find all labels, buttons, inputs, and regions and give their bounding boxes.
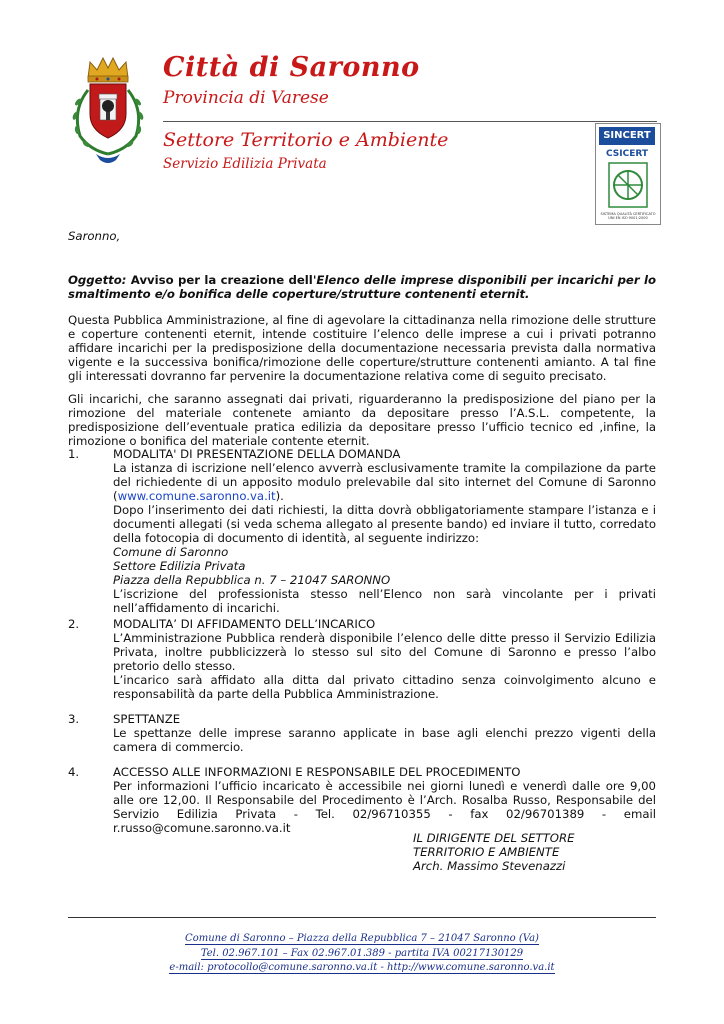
cert-small-text: SISTEMA QUALITÀ CERTIFICATO UNI EN ISO 9001:2000 <box>600 212 656 220</box>
certification-mark-icon <box>608 162 648 208</box>
footer-line-3 <box>68 962 656 973</box>
address-line-3: Piazza della Repubblica n. 7 – 21047 SARONNO <box>113 573 391 587</box>
subject-text-b: Elenco delle imprese disponibili per incarichi per lo smaltimento e/o bonifica delle coperture/strutture contenenti eternit. <box>68 273 656 301</box>
subject-text-a: Avviso per la creazione dell' <box>126 273 317 287</box>
city-title: Città di Saronno <box>163 52 420 83</box>
letter-place: Saronno, <box>68 229 121 243</box>
address-line-2: Settore Edilizia Privata <box>113 559 246 573</box>
signature-line-1: IL DIRIGENTE DEL SETTORE <box>413 831 575 845</box>
footer-line-2 <box>68 948 656 959</box>
list-item-4 <box>68 765 656 835</box>
cert-top-label: SINCERT <box>599 127 655 145</box>
service-title: Servizio Edilizia Privata <box>163 156 327 172</box>
item-2-text-1: L’Amministrazione Pubblica renderà disponibile l’elenco delle ditte presso il Servizio Edilizia Privata, inoltre pubblicizzerà lo stesso sul sito del Comune di Saronno e presso l’albo pretorio dello stesso. <box>113 631 656 673</box>
cert-mid-label: CSICERT <box>605 149 649 159</box>
signature-line-2: TERRITORIO E AMBIENTE <box>413 845 560 859</box>
province-title: Provincia di Varese <box>163 88 329 108</box>
list-item-number: 3. <box>68 712 80 726</box>
list-item-1 <box>68 447 656 615</box>
item-1-text-b: ). <box>275 489 284 503</box>
address-line-1: Comune di Saronno <box>113 545 229 559</box>
footer-line-1 <box>68 933 656 944</box>
city-crest-logo <box>66 50 150 170</box>
list-item-title: ACCESSO ALLE INFORMAZIONI E RESPONSABILE DEL PROCEDIMENTO <box>113 765 521 779</box>
paragraph-1: Questa Pubblica Amministrazione, al fine di agevolare la cittadinanza nella rimozione delle strutture e coperture contenenti eternit, intende costituire l’elenco delle imprese a cui i privati potranno affidare incarichi per la predisposizione della documentazione necessaria prevista dalla normativa vigente e la successiva bonifica/rimozione delle coperture/strutture contenenti amianto. A tal fine gli interessati dovranno far pervenire la documentazione relativa come di seguito precisato. <box>68 313 656 383</box>
sector-title: Settore Territorio e Ambiente <box>163 129 449 151</box>
item-4-text-1: Per informazioni l’ufficio incaricato è accessibile nei giorni lunedì e venerdì dalle ore 9,00 alle ore 12,00. Il Responsabile del Procedimento è l’Arch. Rosalba Russo, Responsabile del Servizio Edilizia Privata - Tel. 02/96710355 - fax 02/96701389 - email r.russo@comune.saronno.va.it <box>113 779 656 835</box>
list-item-number: 4. <box>68 765 80 779</box>
item-1-text-3: L’iscrizione del professionista stesso nell’Elenco non sarà vincolante per i privati nell’affidamento di incarichi. <box>113 587 656 615</box>
item-2-text-2: L’incarico sarà affidato alla ditta dal privato cittadino senza coinvolgimento alcuno e responsabilità da parte della Pubblica Amministrazione. <box>113 673 656 701</box>
list-item-2 <box>68 617 656 701</box>
footer-address: Comune di Saronno – Piazza della Repubblica 7 – 21047 Saronno (Va) <box>185 933 539 944</box>
signature-line-3: Arch. Massimo Stevenazzi <box>413 859 566 873</box>
list-item-3 <box>68 712 656 754</box>
list-item-title: SPETTANZE <box>113 712 181 726</box>
signature-block <box>413 831 575 873</box>
subject-label: Oggetto: <box>68 273 127 287</box>
header-divider <box>163 121 657 122</box>
website-link[interactable]: www.comune.saronno.va.it <box>117 489 276 503</box>
item-1-text-2: Dopo l’inserimento dei dati richiesti, la ditta dovrà obbligatoriamente stampare l’istanza e i documenti allegati (si veda schema allegato al presente bando) ed inviare il tutto, corredato della fotocopia di documento di identità, al seguente indirizzo: <box>113 503 656 545</box>
footer-phone: Tel. 02.967.101 – Fax 02.967.01.389 - partita IVA 00217130129 <box>200 948 524 959</box>
item-3-text-1: Le spettanze delle imprese saranno applicate in base agli elenchi prezzo vigenti della camera di commercio. <box>113 726 656 754</box>
paragraph-2: Gli incarichi, che saranno assegnati dai privati, riguarderanno la predisposizione del piano per la rimozione del materiale contenete amianto da depositare presso l’A.S.L. competente, la predisposizione dell’eventuale pratica edilizia da depositare presso l’ufficio tecnico ed ,infine, la rimozione o bonifica del materiale contente eternit. <box>68 392 656 448</box>
list-item-number: 1. <box>68 447 80 461</box>
list-item-title: MODALITA’ DI AFFIDAMENTO DELL’INCARICO <box>113 617 376 631</box>
list-item-title: MODALITA' DI PRESENTAZIONE DELLA DOMANDA <box>113 447 401 461</box>
item-1-text-a: La istanza di iscrizione nell’elenco avverrà esclusivamente tramite la compilazione da parte del richiedente di un apposito modulo prelevabile dal sito internet del Comune di Saronno ( <box>113 461 656 503</box>
letter-subject <box>68 273 656 301</box>
certification-badge <box>595 123 661 225</box>
footer-divider <box>68 917 656 918</box>
footer-contacts[interactable]: e-mail: protocollo@comune.saronno.va.it - http://www.comune.saronno.va.it <box>169 962 555 973</box>
list-item-number: 2. <box>68 617 80 631</box>
